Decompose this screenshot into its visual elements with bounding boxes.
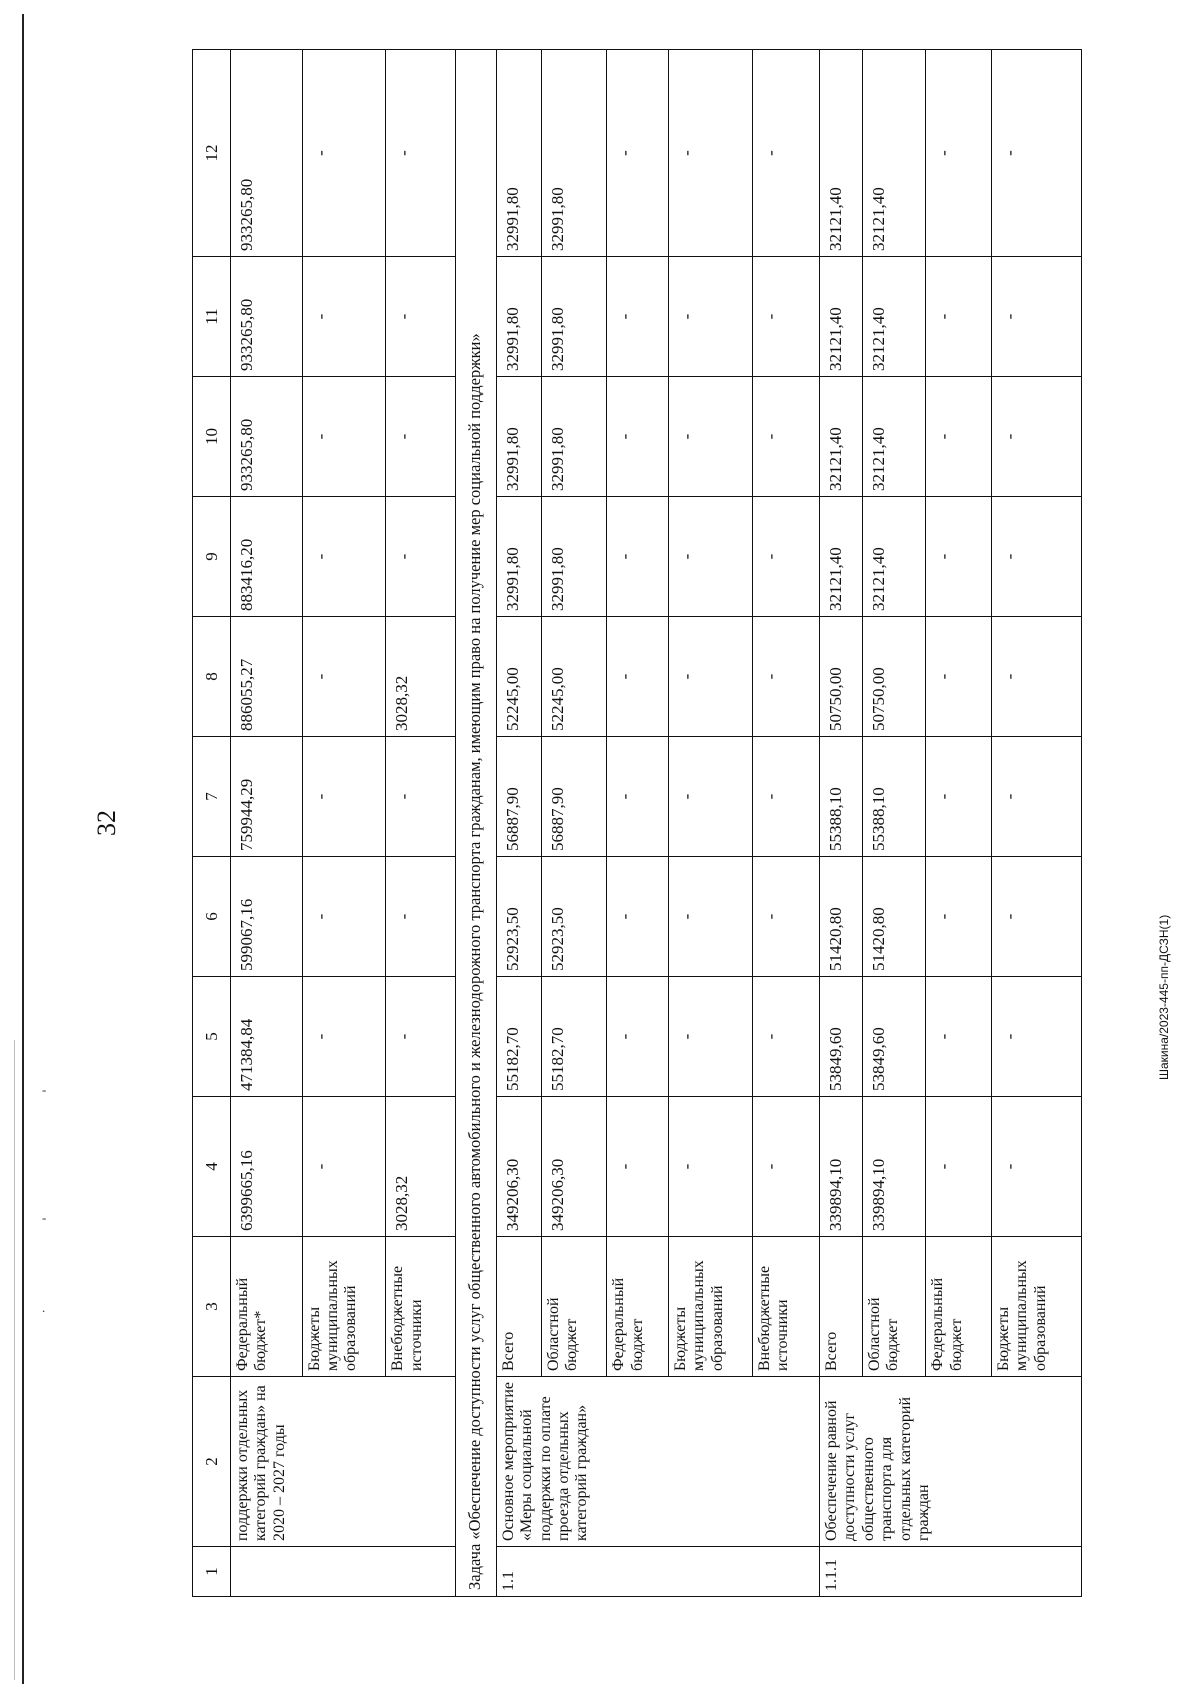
value-cell: 32121,40 bbox=[863, 497, 926, 617]
side-mark: - bbox=[42, 1082, 47, 1097]
value-cell: - bbox=[991, 1097, 1081, 1237]
value-cell: 3028,32 bbox=[386, 617, 456, 737]
value-cell: 51420,80 bbox=[820, 857, 863, 977]
value-cell: - bbox=[991, 977, 1081, 1097]
value-cell: - bbox=[752, 497, 820, 617]
value-cell: 51420,80 bbox=[863, 857, 926, 977]
value-cell: - bbox=[302, 977, 386, 1097]
value-cell: - bbox=[302, 50, 386, 257]
scan-artifact-line bbox=[14, 1040, 15, 1680]
value-cell: 933265,80 bbox=[231, 257, 303, 377]
value-cell: 32991,80 bbox=[541, 50, 606, 257]
value-cell: - bbox=[668, 377, 752, 497]
value-cell: - bbox=[991, 50, 1081, 257]
value-cell: - bbox=[668, 1097, 752, 1237]
table-row bbox=[496, 50, 541, 1597]
value-cell: 32121,40 bbox=[863, 377, 926, 497]
value-cell: 55388,10 bbox=[820, 737, 863, 857]
funding-source: Областной бюджет bbox=[541, 1237, 606, 1377]
row-number: 1.1 bbox=[496, 1547, 819, 1597]
value-cell: - bbox=[991, 257, 1081, 377]
value-cell: - bbox=[752, 617, 820, 737]
funding-source: Областной бюджет bbox=[863, 1237, 926, 1377]
value-cell: - bbox=[386, 857, 456, 977]
value-cell: - bbox=[926, 737, 991, 857]
table-row bbox=[991, 50, 1081, 1597]
value-cell: - bbox=[386, 737, 456, 857]
value-cell: 52923,50 bbox=[541, 857, 606, 977]
table-row bbox=[386, 50, 456, 1597]
value-cell: 886055,27 bbox=[231, 617, 303, 737]
value-cell: - bbox=[386, 257, 456, 377]
value-cell: - bbox=[302, 257, 386, 377]
column-header: 10 bbox=[193, 377, 231, 497]
value-cell: 32121,40 bbox=[863, 257, 926, 377]
value-cell: - bbox=[926, 1097, 991, 1237]
funding-source: Всего bbox=[820, 1237, 863, 1377]
value-cell: - bbox=[302, 377, 386, 497]
value-cell: 32991,80 bbox=[541, 257, 606, 377]
funding-source: Всего bbox=[496, 1237, 541, 1377]
funding-source: Внебюджетные источники bbox=[752, 1237, 820, 1377]
value-cell: - bbox=[752, 1097, 820, 1237]
value-cell: 339894,10 bbox=[820, 1097, 863, 1237]
value-cell: - bbox=[926, 497, 991, 617]
value-cell: - bbox=[302, 1097, 386, 1237]
value-cell: 32121,40 bbox=[820, 50, 863, 257]
table-row bbox=[863, 50, 926, 1597]
value-cell: 471384,84 bbox=[231, 977, 303, 1097]
value-cell: - bbox=[607, 377, 668, 497]
value-cell: - bbox=[926, 50, 991, 257]
value-cell: 349206,30 bbox=[541, 1097, 606, 1237]
value-cell: 55388,10 bbox=[863, 737, 926, 857]
value-cell: 32121,40 bbox=[820, 497, 863, 617]
value-cell: - bbox=[607, 50, 668, 257]
page-number: 32 bbox=[92, 810, 121, 836]
value-cell: - bbox=[607, 1097, 668, 1237]
value-cell: - bbox=[386, 50, 456, 257]
value-cell: 55182,70 bbox=[541, 977, 606, 1097]
page-edge-line bbox=[22, 14, 24, 1684]
value-cell: - bbox=[752, 50, 820, 257]
value-cell: - bbox=[752, 377, 820, 497]
value-cell: 32991,80 bbox=[541, 497, 606, 617]
value-cell: - bbox=[607, 737, 668, 857]
program-name: Основное мероприятие «Меры социальной поддержки по оплате проезда отдельных категорий граждан» bbox=[496, 1377, 819, 1547]
value-cell: - bbox=[926, 617, 991, 737]
value-cell: - bbox=[991, 497, 1081, 617]
value-cell: - bbox=[607, 857, 668, 977]
funding-source: Бюджеты муниципальных образований bbox=[668, 1237, 752, 1377]
table-row bbox=[231, 50, 303, 1597]
value-cell: - bbox=[926, 257, 991, 377]
value-cell: - bbox=[668, 737, 752, 857]
value-cell: - bbox=[668, 50, 752, 257]
funding-source: Федеральный бюджет* bbox=[231, 1237, 303, 1377]
value-cell: - bbox=[668, 857, 752, 977]
table-row bbox=[752, 50, 820, 1597]
value-cell: 32121,40 bbox=[863, 50, 926, 257]
value-cell: 32991,80 bbox=[496, 497, 541, 617]
row-number: 1.1.1 bbox=[820, 1547, 1082, 1597]
column-header: 8 bbox=[193, 617, 231, 737]
column-header: 12 bbox=[193, 50, 231, 257]
column-header: 4 bbox=[193, 1097, 231, 1237]
column-header: 11 bbox=[193, 257, 231, 377]
value-cell: 6399665,16 bbox=[231, 1097, 303, 1237]
value-cell: 50750,00 bbox=[863, 617, 926, 737]
value-cell: - bbox=[752, 857, 820, 977]
value-cell: - bbox=[752, 977, 820, 1097]
value-cell: 52245,00 bbox=[496, 617, 541, 737]
side-mark: - bbox=[42, 1210, 47, 1225]
value-cell: - bbox=[386, 977, 456, 1097]
column-header: 6 bbox=[193, 857, 231, 977]
value-cell: - bbox=[607, 257, 668, 377]
value-cell: - bbox=[752, 257, 820, 377]
value-cell: 32121,40 bbox=[820, 257, 863, 377]
column-header: 7 bbox=[193, 737, 231, 857]
value-cell: 933265,80 bbox=[231, 50, 303, 257]
program-name: Обеспечение равной доступности услуг общественного транспорта для отдельных категорий граждан bbox=[820, 1377, 1082, 1547]
document-code: Шакина/2023-445-пп-ДСЗН(1) bbox=[1157, 914, 1171, 1080]
value-cell: 53849,60 bbox=[863, 977, 926, 1097]
value-cell: 32991,80 bbox=[496, 377, 541, 497]
row-number bbox=[231, 1547, 456, 1597]
table-row bbox=[541, 50, 606, 1597]
value-cell: - bbox=[991, 737, 1081, 857]
column-header: 2 bbox=[193, 1377, 231, 1547]
value-cell: 883416,20 bbox=[231, 497, 303, 617]
value-cell: - bbox=[668, 497, 752, 617]
value-cell: - bbox=[668, 257, 752, 377]
funding-source: Федеральный бюджет bbox=[926, 1237, 991, 1377]
budget-table-frame bbox=[192, 50, 1082, 1597]
table-row bbox=[607, 50, 668, 1597]
value-cell: - bbox=[607, 977, 668, 1097]
column-header: 1 bbox=[193, 1547, 231, 1597]
value-cell: 32991,80 bbox=[541, 377, 606, 497]
value-cell: 599067,16 bbox=[231, 857, 303, 977]
budget-table bbox=[192, 49, 1082, 1597]
value-cell: 56887,90 bbox=[541, 737, 606, 857]
value-cell: - bbox=[926, 977, 991, 1097]
value-cell: 32991,80 bbox=[496, 257, 541, 377]
program-name: поддержки отдельных категорий граждан» на 2020 – 2027 годы bbox=[231, 1377, 456, 1547]
value-cell: 759944,29 bbox=[231, 737, 303, 857]
side-mark: . bbox=[42, 1300, 46, 1315]
funding-source: Бюджеты муниципальных образований bbox=[991, 1237, 1081, 1377]
column-header: 3 bbox=[193, 1237, 231, 1377]
value-cell: 52245,00 bbox=[541, 617, 606, 737]
value-cell: 32991,80 bbox=[496, 50, 541, 257]
table-row bbox=[302, 50, 386, 1597]
funding-source: Внебюджетные источники bbox=[386, 1237, 456, 1377]
funding-source: Федеральный бюджет bbox=[607, 1237, 668, 1377]
value-cell: 933265,80 bbox=[231, 377, 303, 497]
table-row bbox=[926, 50, 991, 1597]
funding-source: Бюджеты муниципальных образований bbox=[302, 1237, 386, 1377]
value-cell: - bbox=[668, 617, 752, 737]
value-cell: 32121,40 bbox=[820, 377, 863, 497]
value-cell: 53849,60 bbox=[820, 977, 863, 1097]
value-cell: - bbox=[991, 857, 1081, 977]
value-cell: - bbox=[926, 857, 991, 977]
value-cell: - bbox=[668, 977, 752, 1097]
task-row bbox=[456, 50, 497, 1597]
table-row bbox=[820, 50, 863, 1597]
column-header: 9 bbox=[193, 497, 231, 617]
value-cell: - bbox=[302, 737, 386, 857]
task-title: Задача «Обеспечение доступности услуг общественного автомобильного и железнодорожного транспорта гражданам, имеющим право на получение мер социальной поддержки» bbox=[456, 50, 497, 1597]
value-cell: - bbox=[302, 857, 386, 977]
value-cell: - bbox=[926, 377, 991, 497]
value-cell: 52923,50 bbox=[496, 857, 541, 977]
value-cell: 56887,90 bbox=[496, 737, 541, 857]
value-cell: 55182,70 bbox=[496, 977, 541, 1097]
value-cell: 339894,10 bbox=[863, 1097, 926, 1237]
value-cell: - bbox=[386, 497, 456, 617]
value-cell: - bbox=[991, 377, 1081, 497]
value-cell: - bbox=[302, 617, 386, 737]
value-cell: - bbox=[607, 617, 668, 737]
header-row bbox=[193, 50, 231, 1597]
column-header: 5 bbox=[193, 977, 231, 1097]
table-row bbox=[668, 50, 752, 1597]
value-cell: - bbox=[991, 617, 1081, 737]
value-cell: 50750,00 bbox=[820, 617, 863, 737]
value-cell: - bbox=[386, 377, 456, 497]
value-cell: - bbox=[752, 737, 820, 857]
value-cell: 349206,30 bbox=[496, 1097, 541, 1237]
value-cell: - bbox=[607, 497, 668, 617]
value-cell: 3028,32 bbox=[386, 1097, 456, 1237]
value-cell: - bbox=[302, 497, 386, 617]
